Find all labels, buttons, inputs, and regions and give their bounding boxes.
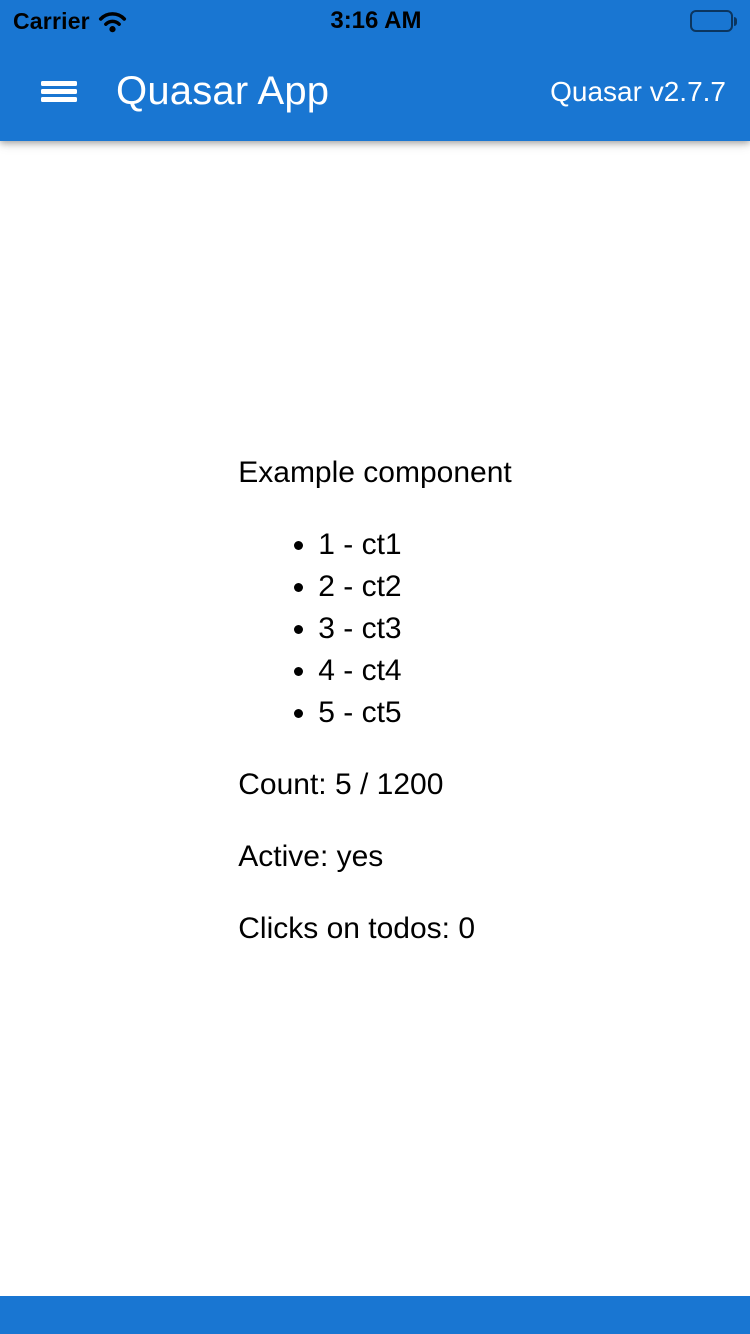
todo-item[interactable]: • 5 - ct5 [318, 692, 512, 734]
quasar-version-label: Quasar v2.7.7 [550, 75, 726, 107]
status-time: 3:16 AM [330, 7, 422, 34]
carrier-label: Carrier [13, 7, 90, 34]
example-component [238, 141, 512, 950]
toolbar [0, 42, 750, 141]
battery-icon [690, 10, 738, 32]
wifi-icon [98, 10, 127, 33]
component-heading: Example component [238, 456, 512, 489]
todo-list [238, 524, 512, 734]
app-title: Quasar App [116, 69, 330, 113]
todo-item[interactable]: • 2 - ct2 [318, 566, 512, 608]
status-bar [0, 0, 750, 42]
count-label: Count: 5 / 1200 [238, 768, 444, 801]
hamburger-menu-button[interactable] [24, 57, 94, 127]
hamburger-menu-icon [41, 81, 77, 85]
todo-item[interactable]: • 1 - ct1 [318, 524, 512, 566]
page-content [0, 141, 750, 1296]
clicks-label: Clicks on todos: 0 [238, 912, 476, 945]
active-label: Active: yes [238, 840, 384, 873]
todo-item[interactable]: • 4 - ct4 [318, 650, 512, 692]
todo-item[interactable]: • 3 - ct3 [318, 608, 512, 650]
app-header [0, 0, 750, 141]
footer-bar [0, 1296, 750, 1334]
